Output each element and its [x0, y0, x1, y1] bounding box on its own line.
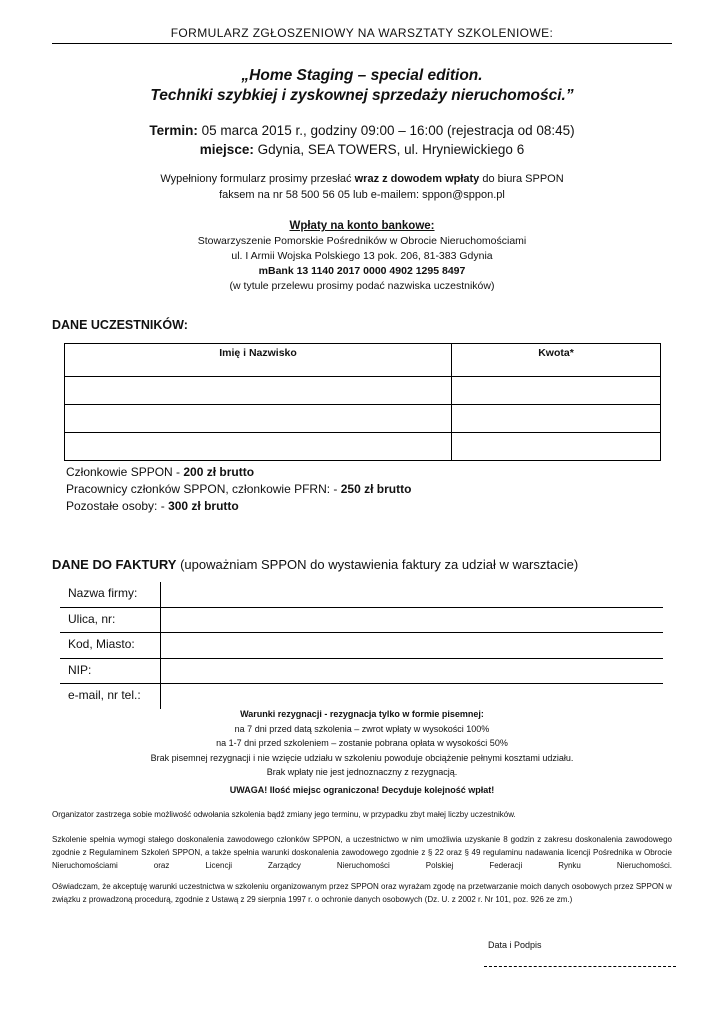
nip-field[interactable] [160, 659, 663, 684]
place-label: miejsce: [199, 142, 254, 157]
price-value: 300 zł brutto [168, 499, 239, 513]
company-label: Nazwa firmy: [68, 586, 138, 600]
cancellation-line: na 7 dni przed datą szkolenia – zwrot wpłaty w wysokości 100% [234, 723, 490, 734]
invoice-heading-bold: DANE DO FAKTURY [52, 557, 177, 572]
bank-note: (w tytule przelewu prosimy podać nazwiska uczestników) [229, 280, 495, 292]
term-block [0, 121, 724, 159]
table-row [65, 405, 661, 433]
price-item [66, 481, 411, 498]
bank-heading: Wpłaty na konto bankowe: [289, 220, 435, 232]
invoice-row-nip [60, 659, 663, 685]
bank-name: Stowarzyszenie Pomorskie Pośredników w Obrocie Nieruchomościami [197, 235, 527, 247]
cancellation-line: na 1-7 dni przed szkoleniem – zostanie pobrana opłata w wysokości 50% [216, 738, 508, 748]
price-label: Członkowie SPPON - [66, 465, 184, 479]
invoice-heading [52, 557, 578, 572]
price-label: Pracownicy członków SPPON, członkowie PFRN: - [66, 482, 341, 496]
term-label: Termin: [149, 123, 198, 138]
price-item [66, 464, 411, 481]
consent-statement: Oświadczam, że akceptuję warunki uczestnictwa w szkoleniu organizowanym przez SPPON oraz wyrażam zgodę na przetwarzanie moich danych osobowych przez SPPON w związku z prowadzoną procedurą, zgodnie z Ustawą z 29 sierpnia 1997 r. o ochronie danych osobowych (Dz. U. z 2002 r. Nr 101, poz. 926 ze zm.) [52, 882, 672, 904]
place-value: Gdynia, SEA TOWERS, ul. Hryniewickiego 6 [253, 142, 525, 157]
bank-details [0, 219, 724, 294]
bank-address: ul. I Armii Wojska Polskiego 13 pok. 206, 81-383 Gdynia [231, 250, 493, 262]
term-value: 05 marca 2015 r., godziny 09:00 – 16:00 (rejestracja od 08:45) [197, 123, 575, 138]
title-line-1: „Home Staging – special edition. [241, 67, 483, 84]
participant-amount-cell[interactable] [452, 377, 661, 405]
invoice-row-city [60, 633, 663, 659]
warning-notice: UWAGA! Ilość miejsc ograniczona! Decyduje kolejność wpłat! [229, 785, 495, 795]
price-list [66, 464, 411, 515]
send-text-bold: wraz z dowodem wpłaty [354, 173, 480, 185]
send-text-post: do biura SPPON [479, 173, 564, 185]
form-header: FORMULARZ ZGŁOSZENIOWY NA WARSZTATY SZKOLENIOWE: [52, 26, 672, 44]
signature-line[interactable] [484, 966, 676, 967]
cancellation-heading: Warunki rezygnacji - rezygnacja tylko w formie pisemnej: [240, 709, 484, 719]
participants-heading: DANE UCZESTNIKÓW: [52, 318, 188, 332]
invoice-row-email [60, 684, 663, 709]
training-requirements-note: Szkolenie spełnia wymogi stałego doskonalenia zawodowego członków SPPON, a uczestnictwo w nim umożliwia uzyskanie 8 godzin z zakresu doskonalenia zawodowego zgodnie z Regulaminem Szkoleń SPPON, a także spełnia warunki doskonalenia zawodowego zgodnie z § 22 oraz § 49 regulaminu nadawania licencji Pośrednika w Obrocie Nieruchomościami oraz Licencji Zarządcy Nieruchomości Polskiej Federacji Rynku Nieruchomości. [52, 835, 672, 870]
cancellation-line: Brak wpłaty nie jest jednoznaczny z rezygnacją. [266, 767, 458, 777]
invoice-subheading: (upoważniam SPPON do wystawienia faktury za udział w warsztacie) [176, 557, 579, 572]
participant-name-cell[interactable] [65, 377, 452, 405]
email-field[interactable] [160, 684, 663, 709]
city-field[interactable] [160, 633, 663, 658]
invoice-fields [60, 582, 663, 709]
street-label: Ulica, nr: [68, 611, 116, 626]
send-contact: faksem na nr 58 500 56 05 lub e-mailem: sppon@sppon.pl [219, 189, 505, 201]
col-amount-header: Kwota* [452, 344, 661, 377]
cancellation-line: Brak pisemnej rezygnacji i nie wzięcie udziału w szkoleniu powoduje obciążenie pełnymi kosztami udziału. [150, 752, 574, 763]
participants-table [64, 343, 661, 461]
table-row [65, 377, 661, 405]
participant-name-cell[interactable] [65, 405, 452, 433]
price-label: Pozostałe osoby: - [66, 499, 169, 513]
send-text-pre: Wypełniony formularz prosimy przesłać [160, 173, 355, 185]
price-value: 200 zł brutto [183, 465, 255, 479]
signature-label: Data i Podpis [488, 940, 542, 950]
email-label: e-mail, nr tel.: [68, 688, 141, 702]
price-item [66, 498, 411, 515]
invoice-row-street [60, 608, 663, 634]
participant-amount-cell[interactable] [452, 405, 661, 433]
send-instructions [0, 171, 724, 203]
organizer-note: Organizator zastrzega sobie możliwość odwołania szkolenia bądź zmiany jego terminu, w przypadku zbyt małej liczby uczestników. [52, 810, 516, 819]
cancellation-terms [0, 707, 724, 780]
bank-account: mBank 13 1140 2017 0000 4902 1295 8497 [258, 265, 466, 277]
street-field[interactable] [160, 608, 663, 633]
participant-amount-cell[interactable] [452, 433, 661, 461]
company-field[interactable] [160, 582, 663, 607]
invoice-row-company [60, 582, 663, 608]
title-line-2: Techniki szybkiej i zyskownej sprzedaży nieruchomości.” [150, 87, 574, 104]
price-value: 250 zł brutto [340, 482, 412, 496]
city-label: Kod, Miasto: [68, 637, 135, 651]
participant-name-cell[interactable] [65, 433, 452, 461]
workshop-title [0, 66, 724, 106]
nip-label: NIP: [68, 662, 92, 677]
table-row [65, 433, 661, 461]
col-name-header: Imię i Nazwisko [65, 344, 452, 377]
